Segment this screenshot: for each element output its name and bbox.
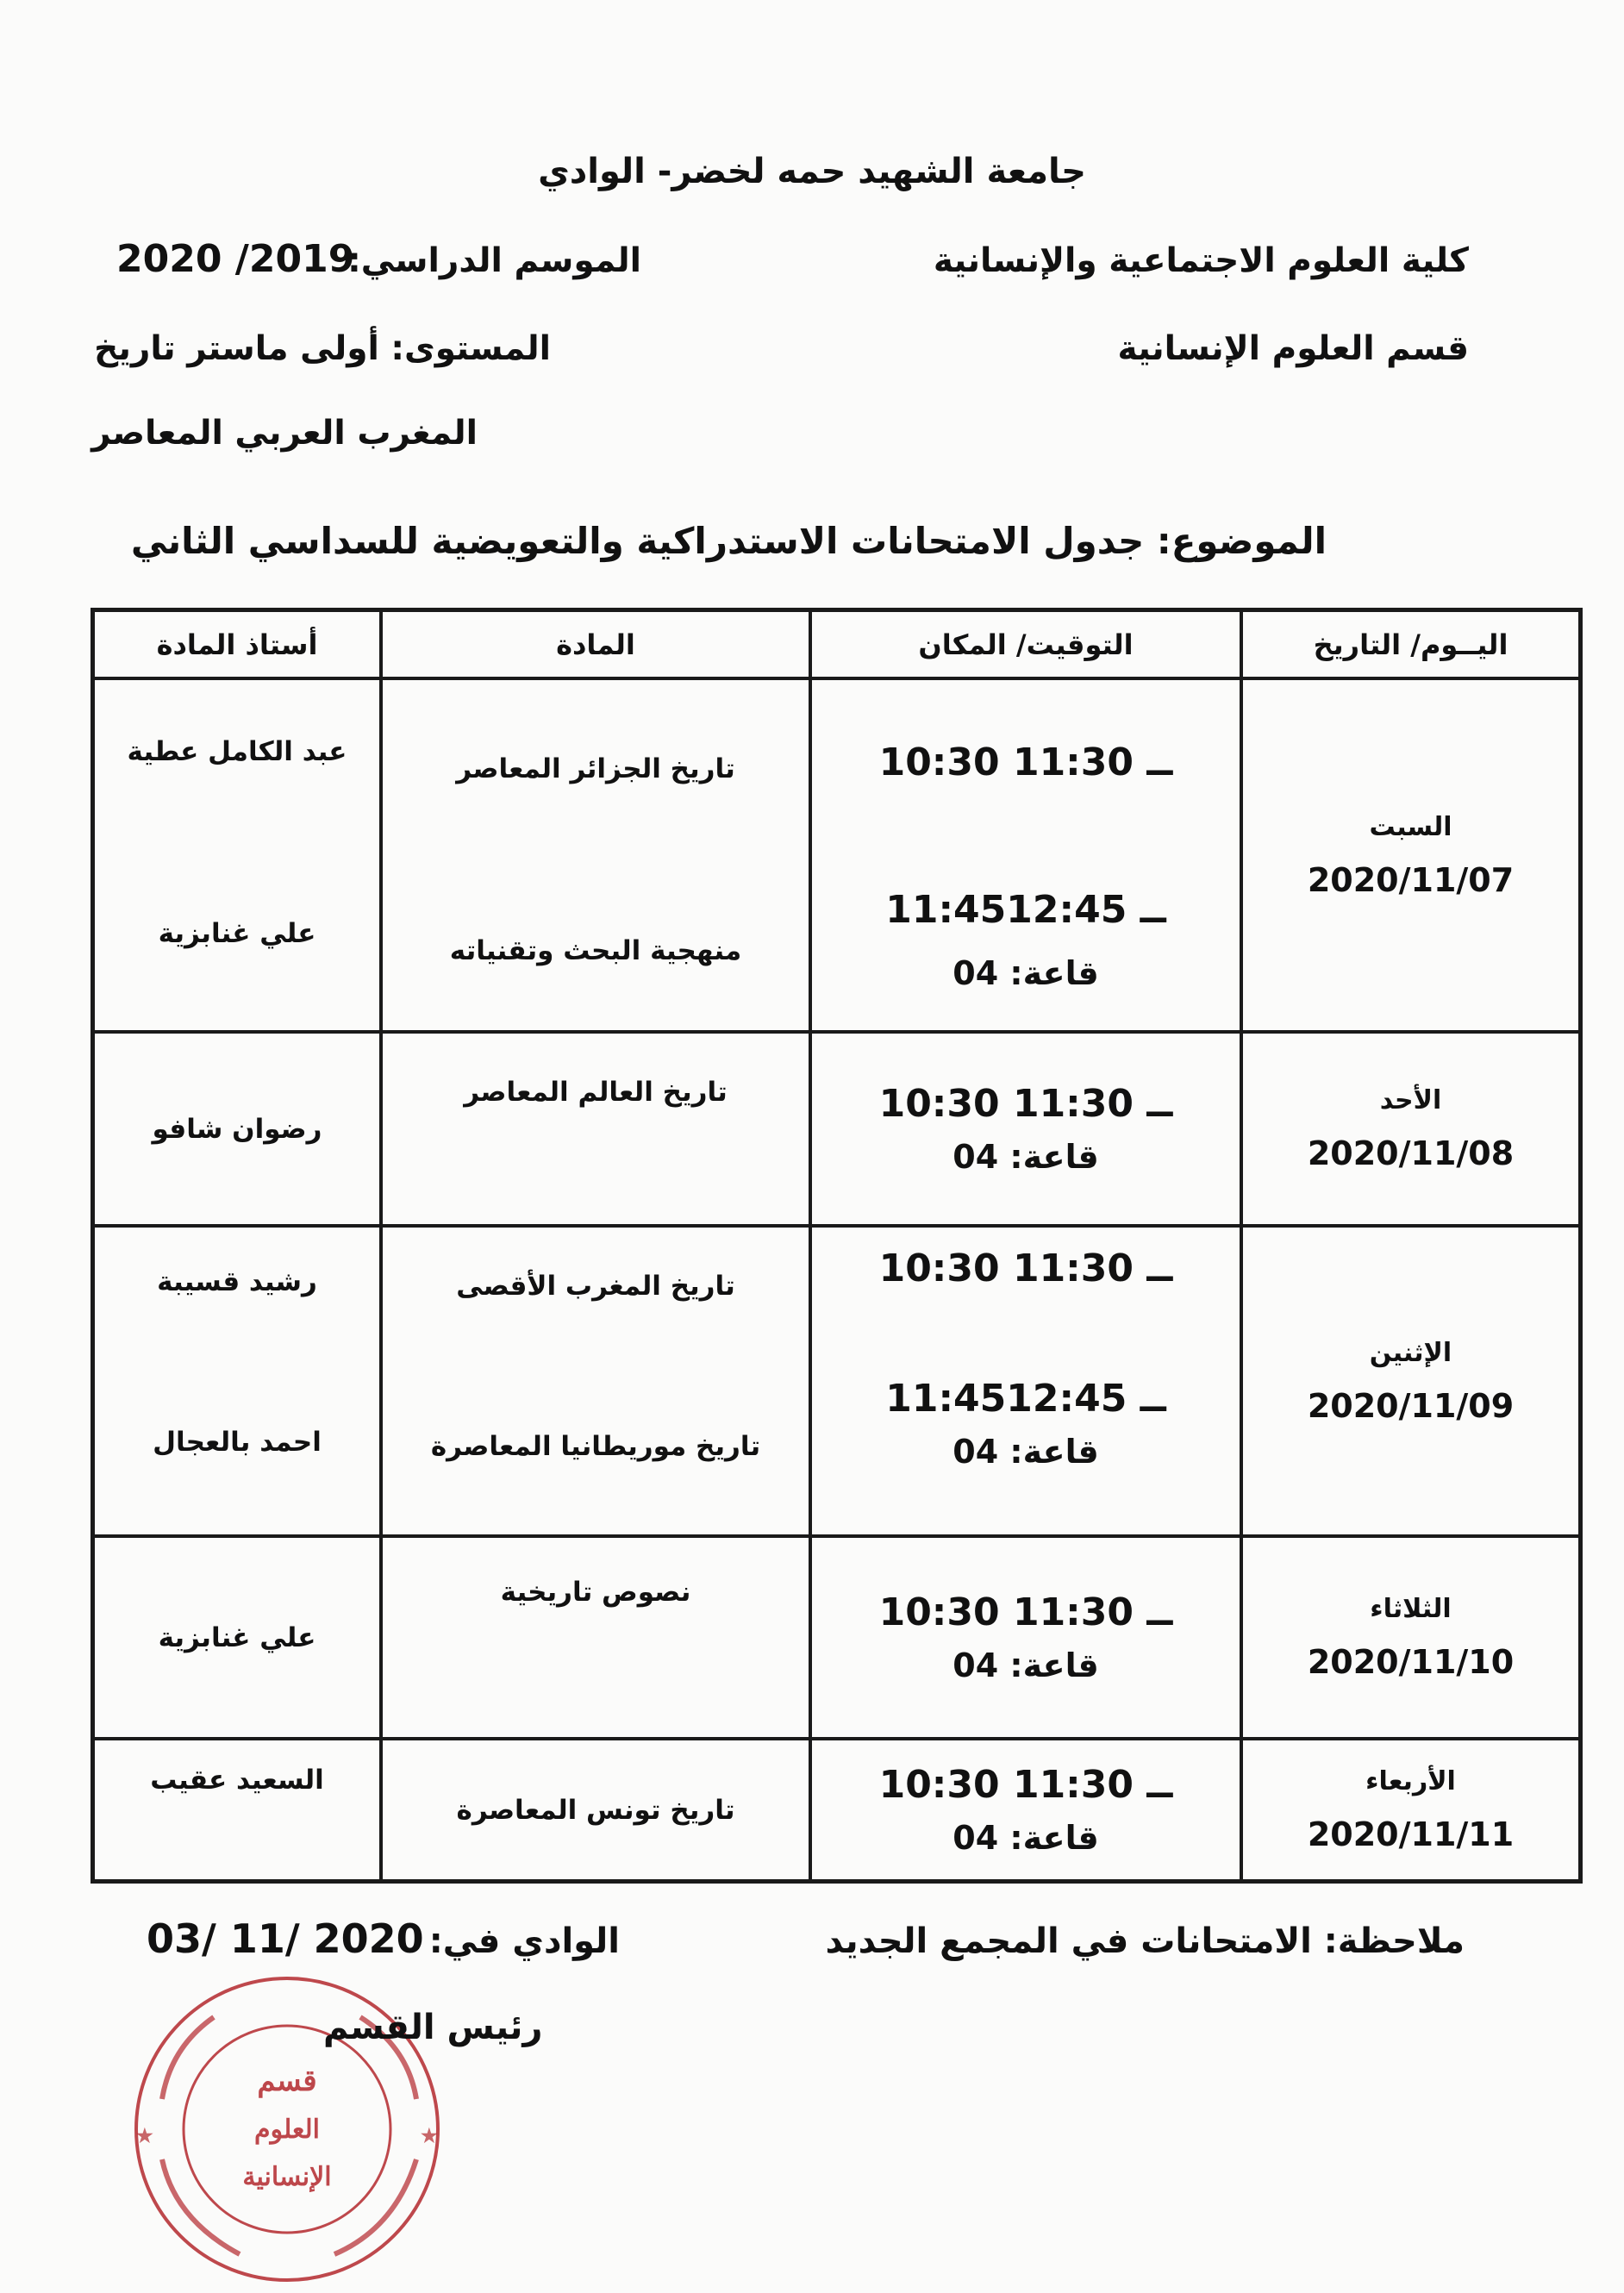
season-label: الموسم الدراسي: <box>347 241 641 280</box>
professor-name: رشيد قسيبة <box>157 1266 317 1297</box>
session-time: 10:30 ــ 11:30 <box>878 1590 1173 1634</box>
time-place-cell <box>810 678 1241 1032</box>
professor-cell <box>93 1032 381 1226</box>
time-place-cell <box>810 1536 1241 1739</box>
faculty-name: كلية العلوم الاجتماعية والإنسانية <box>933 241 1469 280</box>
table-row <box>93 1536 1580 1739</box>
column-header-day-date: اليــوم/ التاريخ <box>1241 610 1580 678</box>
exam-room: قاعة: 04 <box>953 1433 1099 1471</box>
time-place-cell <box>810 1226 1241 1536</box>
day-date-cell <box>1241 678 1580 1032</box>
session-time: 11:45ــ 12:45 <box>885 1377 1166 1421</box>
department-name: قسم العلوم الإنسانية <box>1117 329 1469 368</box>
day-name: الأربعاء <box>1365 1766 1456 1796</box>
svg-text:★: ★ <box>421 2125 438 2147</box>
professor-name: عبد الكامل عطية <box>127 736 347 767</box>
table-header-row <box>93 610 1580 678</box>
exam-room: قاعة: 04 <box>953 1138 1099 1176</box>
column-header-time-place: التوقيت/ المكان <box>810 610 1241 678</box>
exam-room: قاعة: 04 <box>953 954 1099 992</box>
department-head-label: رئيس القسم <box>323 2008 543 2047</box>
professor-cell <box>93 1739 381 1881</box>
exam-room: قاعة: 04 <box>953 1646 1099 1684</box>
day-date-cell <box>1241 1739 1580 1881</box>
column-header-professor: أستاذ المادة <box>93 610 381 678</box>
session-time: 10:30 ــ 11:30 <box>878 1082 1173 1126</box>
time-place-cell <box>810 1032 1241 1226</box>
signed-place: الوادي في: <box>428 1921 620 1961</box>
time-place-cell <box>810 1739 1241 1881</box>
exam-location-note: ملاحظة: الامتحانات في المجمع الجديد <box>825 1921 1465 1961</box>
exam-date: 2020/11/11 <box>1307 1815 1515 1853</box>
subject-name: نصوص تاريخية <box>500 1577 691 1608</box>
season-value: 2020 /2019 <box>116 237 355 281</box>
subject-cell <box>381 1032 810 1226</box>
level-label: المستوى: أولى ماستر تاريخ <box>94 329 551 368</box>
session-time: 11:45ــ 12:45 <box>885 888 1166 932</box>
session-time: 10:30 ــ 11:30 <box>878 740 1173 784</box>
day-name: الأحد <box>1379 1085 1442 1115</box>
stamp-line: قسم <box>257 2064 317 2098</box>
subject-name: تاريخ العالم المعاصر <box>464 1077 728 1108</box>
exam-date: 2020/11/07 <box>1307 860 1515 899</box>
session-time: 10:30 ــ 11:30 <box>878 1246 1173 1290</box>
table-row <box>93 1739 1580 1881</box>
day-name: السبت <box>1369 811 1452 842</box>
subject-name: تاريخ المغرب الأقصى <box>456 1271 735 1302</box>
subject-cell <box>381 1226 810 1536</box>
professor-name: احمد بالعجال <box>153 1427 322 1458</box>
table-row <box>93 1032 1580 1226</box>
day-date-cell <box>1241 1032 1580 1226</box>
column-header-subject: المادة <box>381 610 810 678</box>
subject-cell <box>381 1536 810 1739</box>
exam-date: 2020/11/08 <box>1307 1134 1515 1172</box>
professor-name: رضوان شافو <box>152 1113 322 1145</box>
university-title: جامعة الشهيد حمه لخضر- الوادي <box>538 152 1086 191</box>
professor-cell <box>93 678 381 1032</box>
professor-name: علي غنابزية <box>158 918 316 949</box>
table-row <box>93 1226 1580 1536</box>
professor-cell <box>93 1226 381 1536</box>
exam-room: قاعة: 04 <box>953 1819 1099 1857</box>
level-specialty: المغرب العربي المعاصر <box>91 414 478 453</box>
exam-date: 2020/11/10 <box>1307 1643 1515 1681</box>
subject-cell <box>381 678 810 1032</box>
session-time: 10:30 ــ 11:30 <box>878 1763 1173 1807</box>
professor-name: السعيد عقيب <box>150 1765 324 1796</box>
table-row <box>93 678 1580 1032</box>
day-name: الثلاثاء <box>1370 1594 1452 1624</box>
subject-name: منهجية البحث وتقنياته <box>449 935 742 966</box>
subject-name: تاريخ تونس المعاصرة <box>456 1794 735 1826</box>
subject-name: تاريخ موريطانيا المعاصرة <box>430 1431 761 1462</box>
exam-date: 2020/11/09 <box>1307 1386 1515 1425</box>
stamp-line: العلوم <box>254 2115 320 2145</box>
subject-name: تاريخ الجزائر المعاصر <box>456 753 735 784</box>
day-name: الإثنين <box>1369 1337 1452 1368</box>
professor-name: علي غنابزية <box>158 1621 316 1653</box>
day-date-cell <box>1241 1226 1580 1536</box>
day-date-cell <box>1241 1536 1580 1739</box>
professor-cell <box>93 1536 381 1739</box>
subject-cell <box>381 1739 810 1881</box>
svg-text:★: ★ <box>136 2125 153 2147</box>
signed-date: 03/ 11/ 2020 <box>147 1915 424 1962</box>
document-subject: الموضوع: جدول الامتحانات الاستدراكية والتعويضية للسداسي الثاني <box>130 520 1327 562</box>
stamp-line: الإنسانية <box>242 2162 332 2192</box>
exam-schedule-table <box>91 608 1583 1884</box>
